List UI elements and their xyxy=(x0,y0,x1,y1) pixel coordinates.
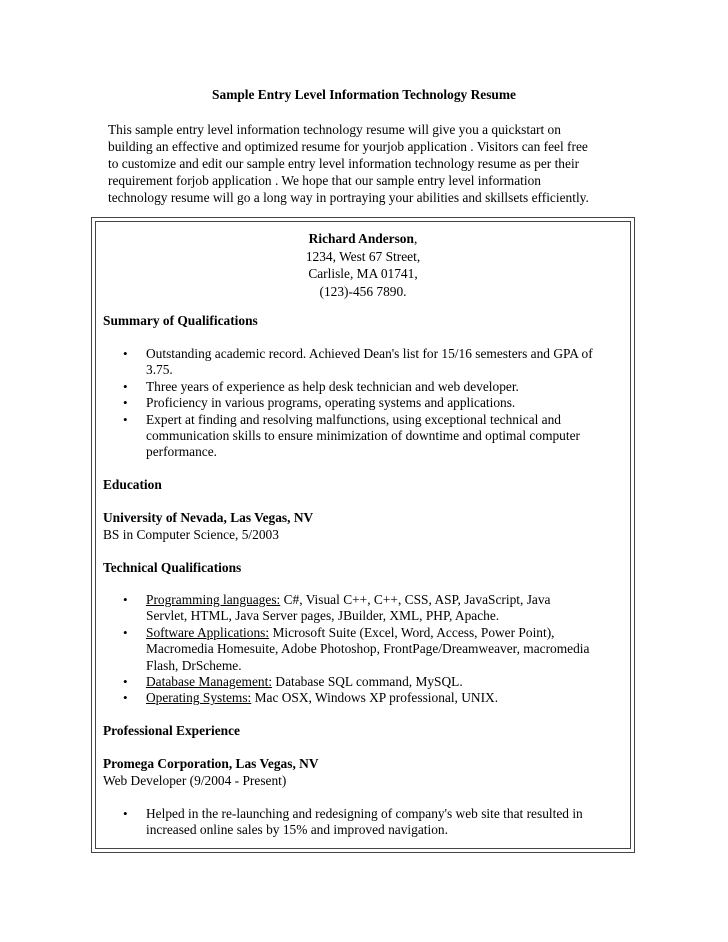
summary-heading: Summary of Qualifications xyxy=(103,313,258,328)
intro-line: to customize and edit our sample entry level information technology resume as per their xyxy=(108,156,580,171)
bullet-icon: • xyxy=(123,395,128,411)
experience-heading: Professional Experience xyxy=(103,723,240,738)
list-item: • Three years of experience as help desk technician and web developer. xyxy=(123,378,519,394)
page-title: Sample Entry Level Information Technology Resume xyxy=(212,87,516,102)
intro-line: requirement forjob application . We hope that our sample entry level information xyxy=(108,173,541,188)
list-item: • Software Applications: Microsoft Suite (Excel, Word, Access, Power Point), Macromedia Homesuite, Adobe Photoshop, FrontPage/Dreamweaver, macromedia Flash, DrScheme. xyxy=(123,624,590,673)
bullet-icon: • xyxy=(123,592,128,607)
bullet-icon: • xyxy=(123,346,128,361)
education-heading: Education xyxy=(103,477,162,492)
contact-street: 1234, West 67 Street, xyxy=(305,248,421,264)
experience-role: Web Developer (9/2004 - Present) xyxy=(103,773,287,788)
intro-line: building an effective and optimized resume for yourjob application . Visitors can feel free xyxy=(108,139,588,154)
bullet-icon: • xyxy=(123,624,128,640)
bullet-icon: • xyxy=(123,411,128,427)
contact-block xyxy=(300,230,426,300)
candidate-name: Richard Anderson xyxy=(308,231,414,246)
summary-list xyxy=(103,346,628,461)
skill-label: Database Management: xyxy=(146,674,273,690)
bullet-icon: • xyxy=(123,690,128,706)
list-item: • Helped in the re-launching and redesigning of company's web site that resulted in increased online sales by 15% and improved navigation. xyxy=(123,806,583,838)
education-degree: BS in Computer Science, 5/2003 xyxy=(103,527,279,542)
candidate-name-suffix: , xyxy=(413,231,418,246)
contact-phone: (123)-456 7890. xyxy=(319,283,407,299)
experience-company: Promega Corporation, Las Vegas, NV xyxy=(103,756,319,771)
skill-label: Operating Systems: xyxy=(146,690,252,706)
intro-paragraph xyxy=(108,121,628,206)
technical-list xyxy=(103,592,628,707)
skill-label: Programming languages: xyxy=(146,592,281,607)
education-school: University of Nevada, Las Vegas, NV xyxy=(103,510,314,525)
list-item: • Outstanding academic record. Achieved Dean's list for 15/16 semesters and GPA of 3.75. xyxy=(123,346,593,378)
technical-heading: Technical Qualifications xyxy=(103,560,242,575)
experience-list xyxy=(103,806,628,839)
bullet-icon: • xyxy=(123,806,128,821)
intro-line: technology resume will go a long way in portraying your abilities and skillsets efficiently. xyxy=(108,190,589,205)
intro-line: This sample entry level information technology resume will give you a quickstart on xyxy=(108,122,561,137)
bullet-icon: • xyxy=(123,378,128,394)
bullet-icon: • xyxy=(123,674,128,690)
list-item: • Programming languages: C#, Visual C++, C++, CSS, ASP, JavaScript, Java Servlet, HTML, Java Server pages, JBuilder, XML, PHP, Apache. xyxy=(123,592,551,624)
list-item: • Expert at finding and resolving malfunctions, using exceptional technical and communication skills to ensure minimization of downtime and optimal computer performance. xyxy=(123,411,580,460)
list-item: • Database Management: Database SQL command, MySQL. xyxy=(123,674,463,690)
skill-label: Software Applications: xyxy=(146,624,270,640)
list-item: • Proficiency in various programs, operating systems and applications. xyxy=(123,395,516,411)
contact-city: Carlisle, MA 01741, xyxy=(308,266,418,281)
list-item: • Operating Systems: Mac OSX, Windows XP professional, UNIX. xyxy=(123,690,499,706)
